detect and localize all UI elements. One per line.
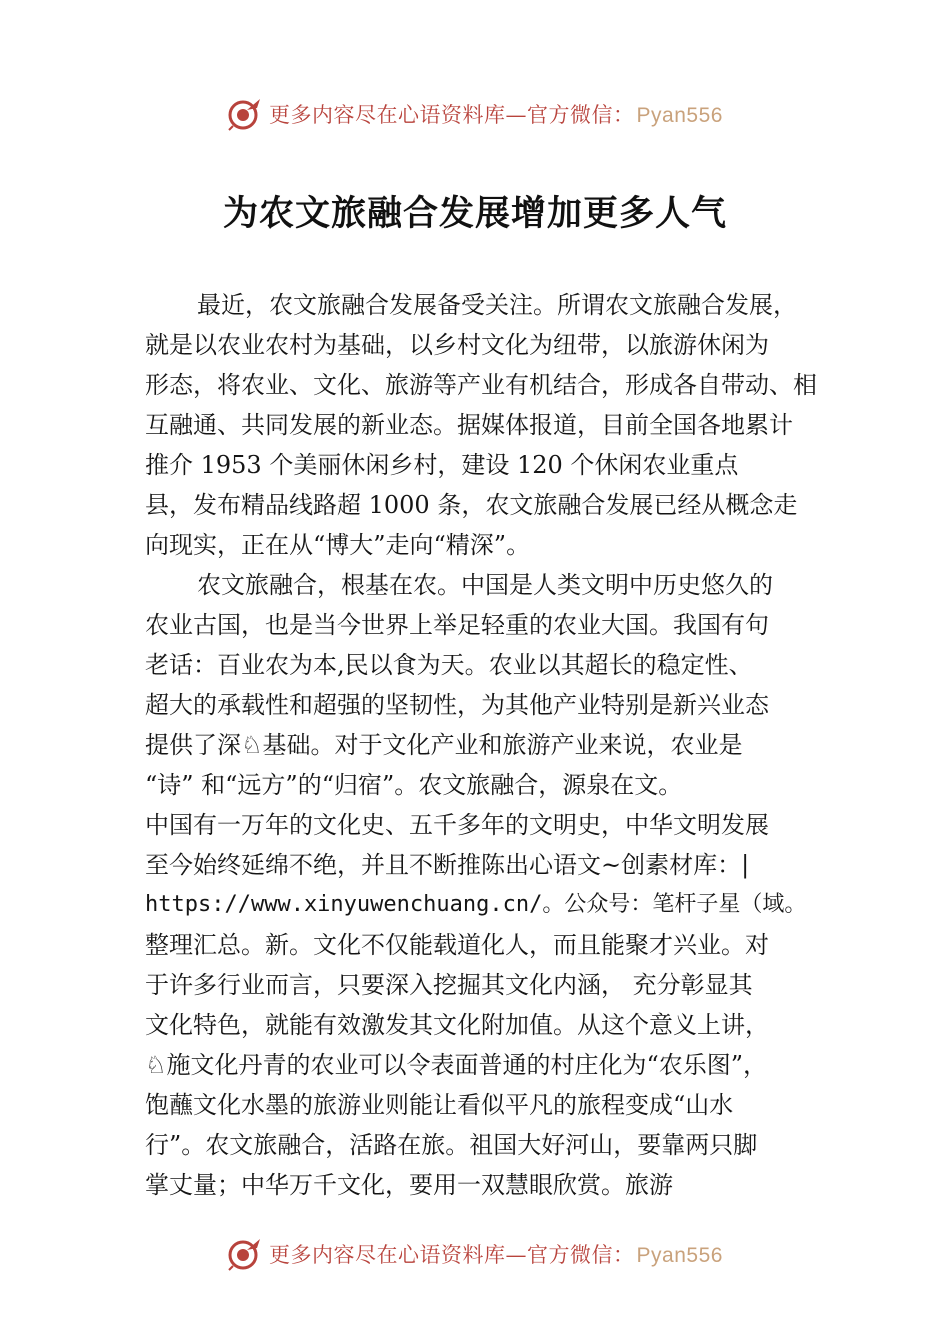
header-wechat-id: Pyan556 xyxy=(636,104,723,127)
footer-banner-text xyxy=(269,1239,723,1269)
header-banner xyxy=(0,92,950,136)
text-line: 饱蘸文化水墨的旅游业则能让看似平凡的旅程变成“山水 xyxy=(145,1091,734,1119)
text-line: 向现实，正在从“博大”走向“精深”。 xyxy=(145,531,531,559)
text-line: 于许多行业而言，只要深入挖掘其文化内涵， 充分彰显其 xyxy=(145,971,753,999)
header-banner-text xyxy=(269,99,723,129)
text-line: 农业古国，也是当今世界上举足轻重的农业大国。我国有句 xyxy=(145,611,769,639)
text-line: ♘施文化丹青的农业可以令表面普通的村庄化为“农乐图”， xyxy=(145,1051,768,1079)
text-line: 形态，将农业、文化、旅游等产业有机结合，形成各自带动、相 xyxy=(145,371,817,399)
text-line: 推介 1953 个美丽休闲乡村，建设 120 个休闲农业重点 xyxy=(145,451,739,479)
text-line: 提供了深♘基础。对于文化产业和旅游产业来说，农业是 xyxy=(145,731,743,759)
text-line: 文化特色，就能有效激发其文化附加值。从这个意义上讲， xyxy=(145,1011,769,1039)
text-line: 老话：百业农为本,民以食为天。农业以其超长的稳定性、 xyxy=(145,651,753,679)
text-line: 就是以农业农村为基础，以乡村文化为纽带，以旅游休闲为 xyxy=(145,331,769,359)
text-line: 县，发布精品线路超 1000 条，农文旅融合发展已经从概念走 xyxy=(145,491,798,519)
text-line: 中国有一万年的文化史、五千多年的文明史，中华文明发展 xyxy=(145,811,769,839)
text-line: 至今始终延绵不绝，并且不断推陈出心语文~创素材库：| xyxy=(145,851,750,879)
text-line: 整理汇总。新。文化不仅能载道化人，而且能聚才兴业。对 xyxy=(145,931,769,959)
text-line: 最近，农文旅融合发展备受关注。所谓农文旅融合发展， xyxy=(197,291,797,319)
text-line-url: https://www.xinyuwenchuang.cn/。公众号：笔杆子星（域。 xyxy=(145,892,807,917)
text-line: 行”。农文旅融合，活路在旅。祖国大好河山，要靠两只脚 xyxy=(145,1131,758,1159)
footer-banner xyxy=(0,1232,950,1276)
header-brand-text: 更多内容尽在心语资料库—官方微信： xyxy=(269,103,635,127)
footer-brand-text: 更多内容尽在心语资料库—官方微信： xyxy=(269,1243,635,1267)
page-title: 为农文旅融合发展增加更多人气 xyxy=(222,193,727,234)
brand-logo-icon xyxy=(227,96,263,132)
text-line: “诗” 和“远方”的“归宿”。农文旅融合，源泉在文。 xyxy=(145,771,683,799)
text-line: 掌丈量；中华万千文化，要用一双慧眼欣赏。旅游 xyxy=(145,1171,673,1199)
article-body xyxy=(145,285,835,1205)
text-line: 互融通、共同发展的新业态。据媒体报道，目前全国各地累计 xyxy=(145,411,793,439)
text-line: 农文旅融合，根基在农。中国是人类文明中历史悠久的 xyxy=(197,571,773,599)
text-line: 超大的承载性和超强的坚韧性，为其他产业特别是新兴业态 xyxy=(145,691,769,719)
footer-wechat-id: Pyan556 xyxy=(636,1244,723,1267)
brand-logo-icon xyxy=(227,1236,263,1272)
